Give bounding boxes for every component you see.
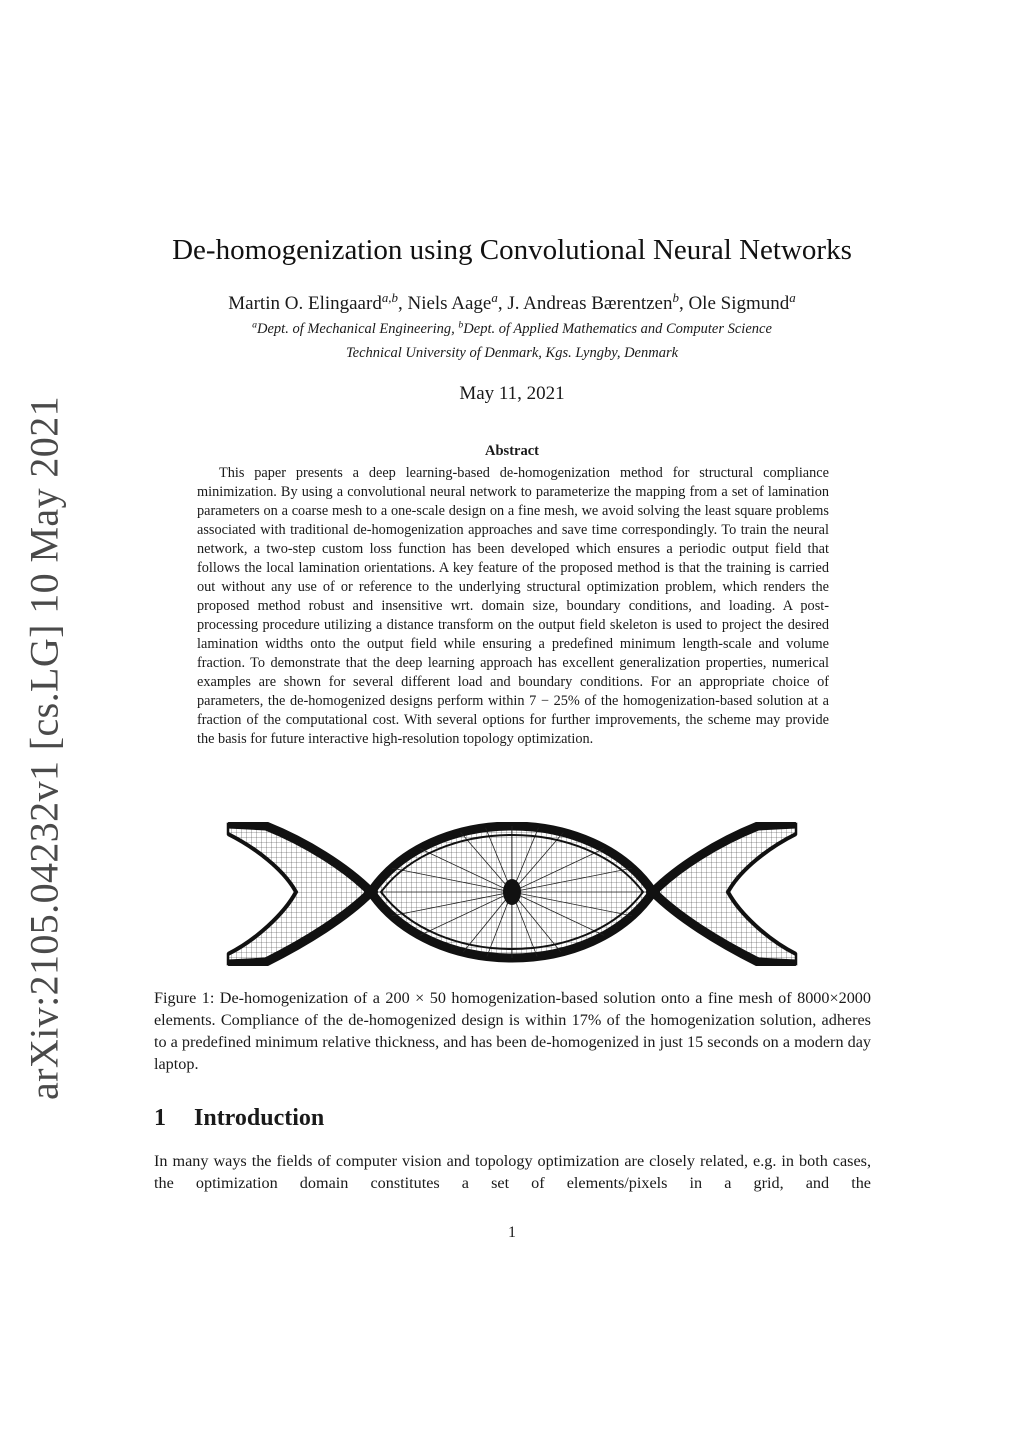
affiliation-mark: a: [252, 319, 258, 331]
arxiv-identifier-stamp: arXiv:2105.04232v1 [cs.LG] 10 May 2021: [21, 396, 67, 1100]
section-number: 1: [154, 1105, 166, 1131]
figure-de-homogenized-structure: [226, 822, 798, 966]
section-heading: [154, 1105, 324, 1132]
author-affiliation-mark: a: [491, 289, 498, 305]
right-junction-node: [646, 886, 660, 898]
author-name: Ole Sigmund: [688, 293, 790, 314]
author-name: Niels Aage: [407, 293, 492, 314]
publication-date: May 11, 2021: [459, 383, 565, 404]
affiliation-b: Dept. of Applied Mathematics and Computer Science: [463, 321, 772, 337]
structure-illustration: [226, 822, 798, 966]
author-list: Martin O. Elingaard$^{a,b}$, Niels Aage$^a$, J. Andreas Bærentzen$^b$, Ole Sigmund$^a$: [228, 289, 796, 314]
author-affiliation-mark: b: [672, 289, 679, 305]
affiliation-university: Technical University of Denmark, Kgs. Lyngby, Denmark: [345, 345, 679, 361]
affiliation-a: Dept. of Mechanical Engineering,: [257, 321, 455, 337]
left-junction-node: [364, 886, 378, 898]
page-number: 1: [508, 1224, 516, 1241]
author-name: Martin O. Elingaard: [228, 293, 382, 314]
section-title: Introduction: [194, 1105, 325, 1131]
affiliation-departments: [0, 321, 1024, 338]
author-affiliation-mark: a: [789, 289, 796, 305]
central-hub: [503, 879, 521, 905]
author-name: J. Andreas Bærentzen: [507, 293, 673, 314]
abstract-heading: Abstract: [485, 443, 539, 459]
author-affiliation-mark: a,b: [381, 289, 398, 305]
figure-caption: Figure 1: De-homogenization of a 200 × 50 homogenization-based solution onto a fine mesh of 8000×2000 elements. Compliance of the de-homogenized design is within 17% of the homogenization solution, adheres to a predefined minimum relative thickness, and has been de-homogenized in just 15 seconds on a modern day laptop.: [154, 989, 871, 1073]
introduction-text: In many ways the fields of computer vision and topology optimization are closely related, e.g. in both cases, the optimization domain constitutes a set of elements/pixels in a grid, and the: [154, 1152, 871, 1192]
paper-title: De-homogenization using Convolutional Neural Networks: [172, 234, 852, 266]
affiliation-mark: b: [458, 319, 464, 331]
abstract-text: This paper presents a deep learning-based de-homogenization method for structural compliance minimization. By using a convolutional neural network to parameterize the mapping from a set of lamination parameters on a coarse mesh to a one-scale design on a fine mesh, we avoid solving the least square problems associated with traditional de-homogenization approaches and save time correspondingly. To train the neural network, a two-step custom loss function has been developed which ensures a periodic output field that follows the local lamination orientations. A key feature of the proposed method is that the training is carried out without any use of or reference to the underlying structural optimization problem, which renders the proposed method robust and insensitive wrt. domain size, boundary conditions, and loading. A post-processing procedure utilizing a distance transform on the output field skeleton is used to project the desired lamination widths onto the output field while ensuring a predefined minimum length-scale and volume fraction. To demonstrate that the deep learning approach has excellent generalization properties, numerical examples are shown for several different load and boundary conditions. For an appropriate choice of parameters, the de-homogenized designs perform within 7 − 25% of the homogenization-based solution at a fraction of the computational cost. With several options for further improvements, the scheme may provide the basis for future interactive high-resolution topology optimization.: [197, 465, 829, 747]
